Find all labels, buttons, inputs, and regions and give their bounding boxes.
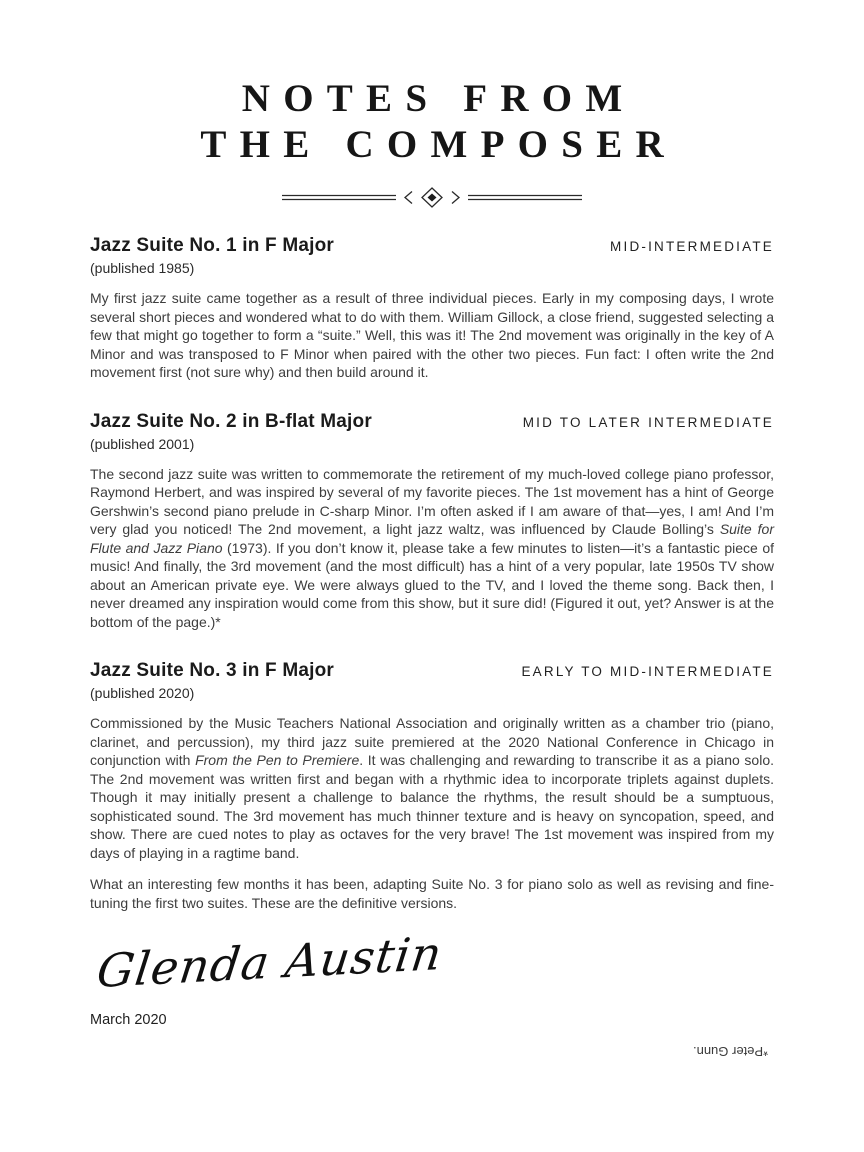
body-paragraph: My first jazz suite came together as a result of three individual pieces. Early in my composing days, I wrote several short pieces and wondered what to do with them. William Gillock, a close friend, suggested selecting a few that might go together to form a “suite.” Well, this was it! The 2nd movement was originally in the key of A Minor and was transposed to F Minor when paired with the other two pieces. Fun fact: I often write the 2nd movement first (not sure why) and then build around it. [90, 290, 774, 381]
suite-section [90, 411, 774, 632]
footnote-answer-row [90, 1044, 774, 1059]
divider-ornament [90, 185, 774, 211]
signature-date: March 2020 [90, 1012, 167, 1029]
sections-container [90, 235, 774, 912]
title-line-1: NOTES FROM [241, 77, 636, 120]
body-paragraph: What an interesting few months it has been, adapting Suite No. 3 for piano solo as well as revising and fine-tuning the first two suites. These are the definitive versions. [90, 876, 774, 911]
body-paragraph: Commissioned by the Music Teachers National Association and originally written as a chamber trio (piano, clarinet, and percussion), my third jazz suite premiered at the 2020 National Conference in Chicago in conjunction with From the Pen to Premiere. It was challenging and rewarding to transcribe it as a piano solo. The 2nd movement was written first and began with a rhythmic idea to incorporate triplets against duplets. Though it may initially present a challenge to balance the rhythms, the result should be a sumptuous, sophisticated sound. The 3rd movement has much thinner texture and is heavy on syncopation, speed, and show. There are cued notes to play as octaves for the very brave! The 1st movement was inspired from my days of playing in a ragtime band. [90, 715, 775, 861]
suite-section-header [90, 660, 774, 682]
page-header [90, 76, 774, 211]
suite-paragraphs [90, 289, 774, 382]
suite-section-header [90, 235, 774, 257]
difficulty-level: MID-INTERMEDIATE [610, 239, 774, 255]
difficulty-level: EARLY TO MID-INTERMEDIATE [521, 664, 774, 680]
page-footer [90, 926, 774, 1060]
signature: Glenda Austin [94, 926, 446, 999]
suite-heading: Jazz Suite No. 2 in B-flat Major [90, 410, 372, 432]
published-year: (published 2001) [90, 435, 195, 452]
title-line-2: THE COMPOSER [200, 123, 677, 167]
page-title [90, 76, 774, 168]
suite-paragraphs [90, 714, 774, 912]
body-paragraph: The second jazz suite was written to commemorate the retirement of my much-loved college piano professor, Raymond Herbert, and was inspired by several of my favorite pieces. The 1st movement has a hint of George Gershwin’s second piano prelude in C-sharp Minor. I’m often asked if I am aware of that—yes, I am! And I’m very glad you noticed! The 2nd movement, a light jazz waltz, was influenced by Claude Bolling’s Suite for Flute and Jazz Piano (1973). If you don’t know it, please take a few minutes to listen—it’s a fantastic piece of music! And finally, the 3rd movement (and the most difficult) has a hint of a very popular, late 1950s TV show about an American private eye. We were always glued to the TV, and I loved the theme song. Back then, I never dreamed any inspiration would come from this show, but it sure did! (Figured it out, yet? Answer is at the bottom of the page.)* [90, 465, 774, 630]
suite-heading: Jazz Suite No. 3 in F Major [90, 660, 334, 682]
suite-section [90, 660, 774, 912]
difficulty-level: MID TO LATER INTERMEDIATE [522, 414, 774, 430]
suite-section [90, 235, 774, 382]
suite-paragraphs [90, 465, 774, 632]
published-year: (published 2020) [90, 685, 195, 702]
published-year: (published 1985) [90, 260, 195, 277]
footnote-answer-upside-down: *Peter Gunn. [692, 1044, 768, 1060]
diamond-ornament-icon [282, 185, 582, 211]
suite-heading: Jazz Suite No. 1 in F Major [90, 235, 334, 257]
suite-section-header [90, 411, 774, 433]
